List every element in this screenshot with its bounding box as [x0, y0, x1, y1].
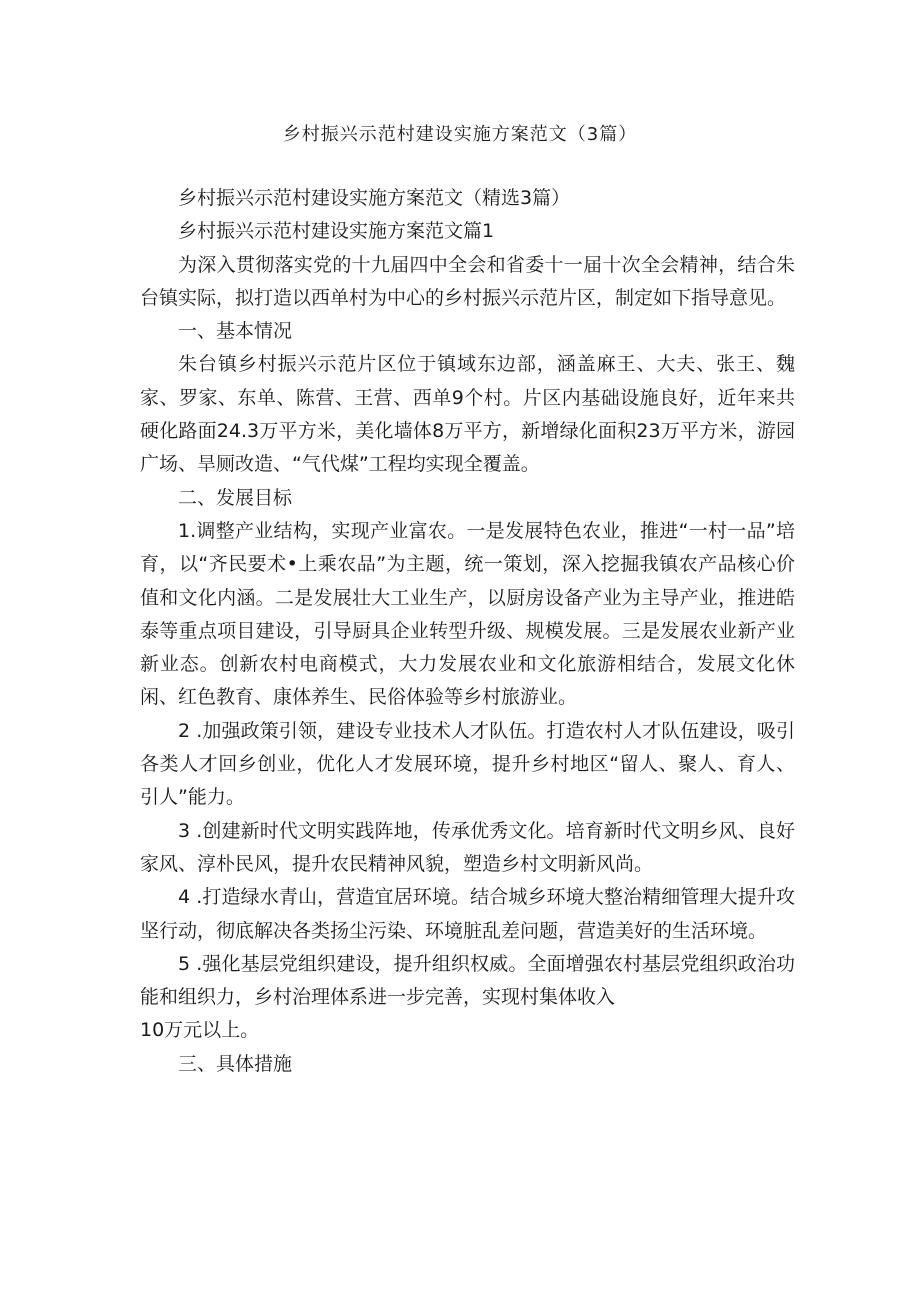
- basic-situation-paragraph: 朱台镇乡村振兴示范片区位于镇域东边部，涵盖麻王、大夫、张王、魏家、罗家、东单、陈营、王营、西单9个村。片区内基础设施良好，近年来共硬化路面24.3万平方米，美化墙体8万平方，新增绿化面积23万平方米，游园广场、旱厕改造、“气代煤”工程均实现全覆盖。: [140, 353, 795, 476]
- intro-paragraph: 为深入贯彻落实党的十九届四中全会和省委十一届十次全会精神，结合朱台镇实际，拟打造以西单村为中心的乡村振兴示范片区，制定如下指导意见。: [140, 253, 795, 309]
- document-title: 乡村振兴示范村建设实施方案范文（3篇）: [282, 124, 638, 145]
- document-body: [140, 182, 795, 1081]
- goal-2-paragraph: 2 .加强政策引领，建设专业技术人才队伍。打造农村人才队伍建设，吸引各类人才回乡创业，优化人才发展环境，提升乡村地区“留人、聚人、育人、引人”能力。: [140, 719, 795, 809]
- subtitle-paragraph: 乡村振兴示范村建设实施方案范文（精选3篇）: [178, 187, 571, 209]
- heading-development-goals: 二、发展目标: [178, 486, 293, 509]
- goal-5-continuation: 10万元以上。: [140, 1019, 260, 1042]
- goal-3-paragraph: 3 .创建新时代文明实践阵地，传承优秀文化。培育新时代文明乡风、良好家风、淳朴民风，提升农民精神风貌，塑造乡村文明新风尚。: [140, 819, 795, 875]
- heading-specific-measures: 三、具体措施: [178, 1052, 293, 1075]
- goal-4-paragraph: 4 .打造绿水青山，营造宜居环境。结合城乡环境大整治精细管理大提升攻坚行动，彻底解决各类扬尘污染、环境脏乱差问题，营造美好的生活环境。: [140, 886, 795, 942]
- section-title-paragraph: 乡村振兴示范村建设实施方案范文篇1: [178, 220, 495, 243]
- heading-basic-situation: 一、基本情况: [178, 320, 293, 343]
- goal-5-paragraph: 5 .强化基层党组织建设，提升组织权威。全面增强农村基层党组织政治功能和组织力，乡村治理体系进一步完善，实现村集体收入: [140, 952, 795, 1009]
- goal-1-paragraph: 1.调整产业结构，实现产业富农。一是发展特色农业，推进“一村一品”培育，以“齐民要术•上乘农品”为主题，统一策划，深入挖掘我镇农产品核心价值和文化内涵。二是发展壮大工业生产，以厨房设备产业为主导产业，推进皓泰等重点项目建设，引导厨具企业转型升级、规模发展。三是发展农业新产业新业态。创新农村电商模式，大力发展农业和文化旅游相结合，发展文化休闲、红色教育、康体养生、民俗体验等乡村旅游业。: [140, 519, 795, 709]
